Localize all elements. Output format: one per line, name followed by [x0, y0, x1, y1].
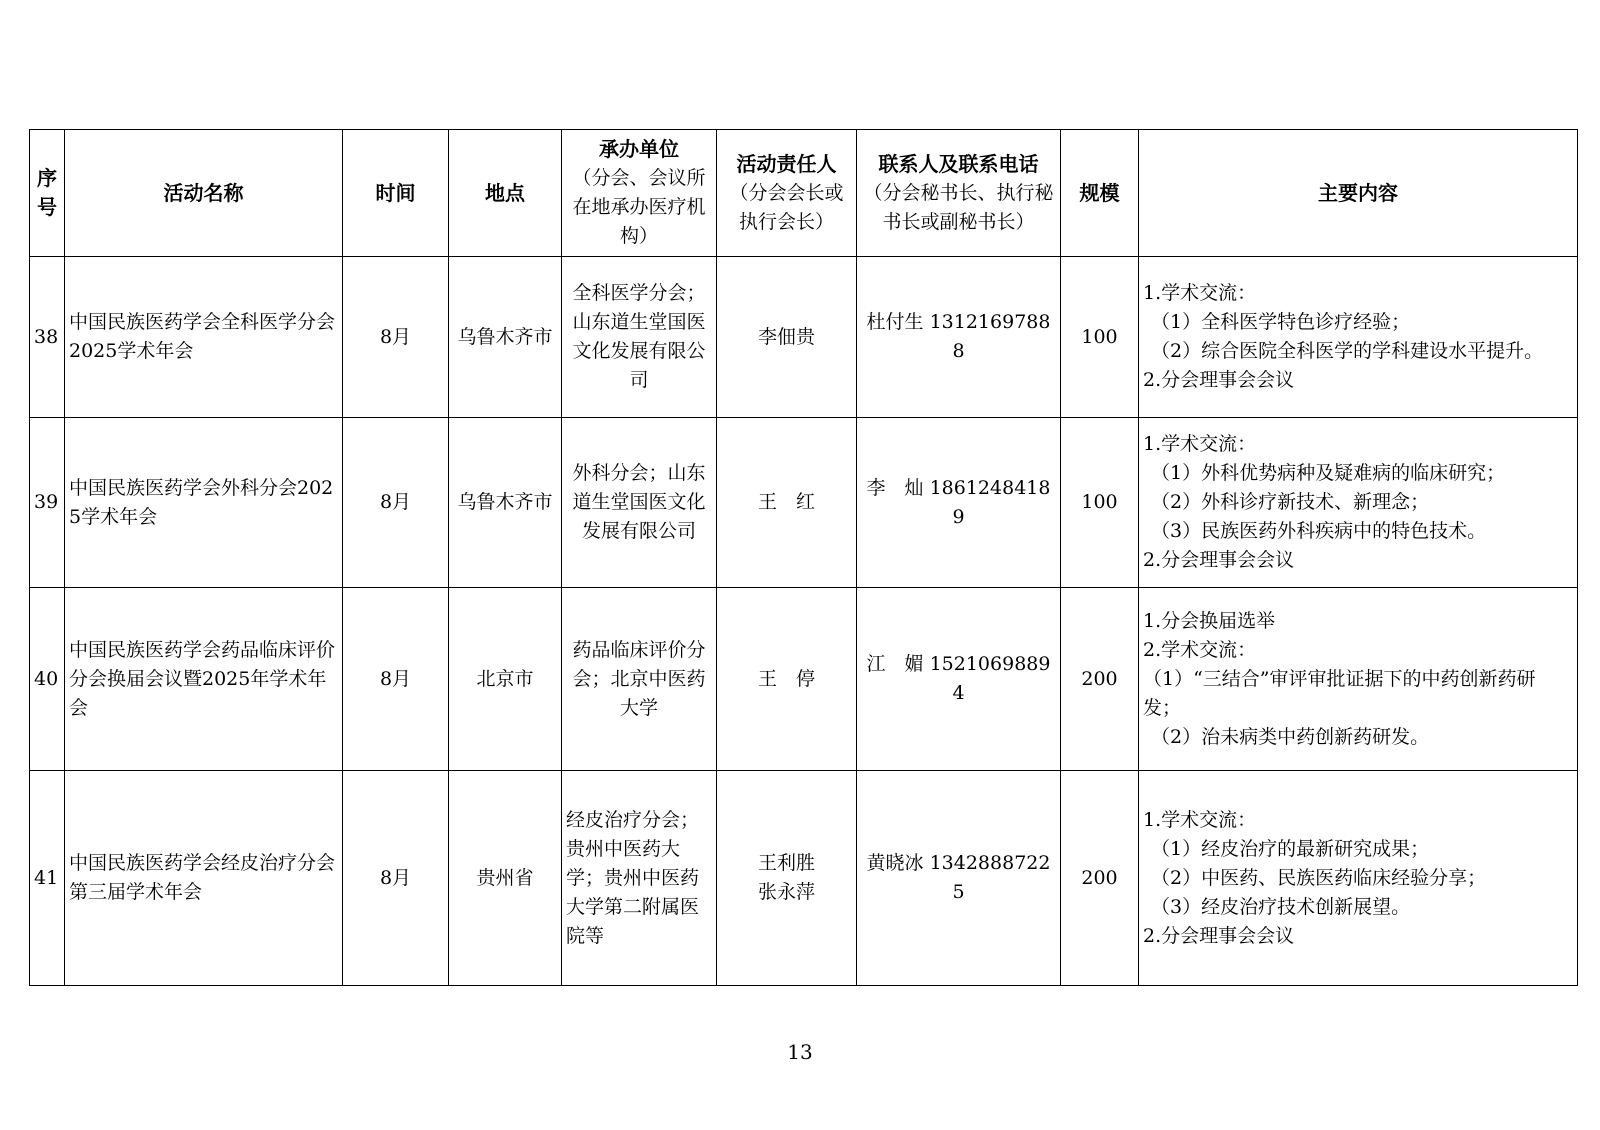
row-name: 中国民族医药学会全科医学分会2025学术年会	[65, 257, 343, 418]
header-place: 地点	[449, 130, 562, 257]
row-contact: 李 灿 18612484189	[857, 418, 1061, 588]
header-leader	[717, 130, 857, 257]
row-time: 8月	[343, 771, 449, 986]
content-line: （3）民族医药外科疾病中的特色技术。	[1151, 520, 1487, 542]
table-row	[30, 418, 1578, 588]
row-name: 中国民族医药学会外科分会2025学术年会	[65, 418, 343, 588]
row-leader: 李佃贵	[717, 257, 857, 418]
row-organizer: 外科分会；山东道生堂国医文化发展有限公司	[562, 418, 717, 588]
header-time: 时间	[343, 130, 449, 257]
content-line: （2）中医药、民族医药临床经验分享；	[1151, 866, 1487, 889]
content-line: 1.学术交流：	[1143, 282, 1257, 304]
header-organizer-title: 承办单位	[599, 137, 679, 161]
row-scale: 100	[1061, 418, 1139, 588]
content-line: 2.分会理事会会议	[1143, 369, 1295, 391]
row-seq: 39	[30, 418, 65, 588]
header-organizer	[562, 130, 717, 257]
row-content	[1139, 771, 1578, 986]
row-leader: 王 停	[717, 588, 857, 771]
row-place: 乌鲁木齐市	[449, 257, 562, 418]
row-time: 8月	[343, 418, 449, 588]
table-row	[30, 771, 1578, 986]
content-line: （3）经皮治疗技术创新展望。	[1151, 895, 1411, 918]
content-line: 2.分会理事会会议	[1143, 549, 1295, 571]
content-line: （2）治未病类中药创新药研发。	[1151, 725, 1430, 748]
header-contact-title: 联系人及联系电话	[878, 151, 1039, 176]
table-header-row	[30, 130, 1578, 257]
row-place: 乌鲁木齐市	[449, 418, 562, 588]
header-seq: 序号	[30, 130, 65, 257]
content-line: 2.学术交流：	[1143, 638, 1257, 661]
row-scale: 200	[1061, 771, 1139, 986]
content-line: 1.分会换届选举	[1143, 609, 1276, 632]
row-name: 中国民族医药学会药品临床评价分会换届会议暨2025年学术年会	[65, 588, 343, 771]
row-content	[1139, 588, 1578, 771]
row-seq: 41	[30, 771, 65, 986]
row-contact: 杜付生 13121697888	[857, 257, 1061, 418]
content-line: （1）外科优势病种及疑难病的临床研究；	[1151, 462, 1506, 484]
content-line: （2）综合医院全科医学的学科建设水平提升。	[1151, 340, 1544, 362]
header-leader-sub: （分会会长或执行会长）	[729, 181, 844, 233]
header-contact-sub: （分会秘书长、执行秘书长或副秘书长）	[863, 181, 1054, 233]
header-content: 主要内容	[1139, 130, 1578, 257]
row-time: 8月	[343, 257, 449, 418]
row-contact: 黄晓冰 13428887225	[857, 771, 1061, 986]
header-name: 活动名称	[65, 130, 343, 257]
content-line: （1）“三结合”审评审批证据下的中药创新药研发；	[1143, 667, 1536, 719]
page-number: 13	[787, 1040, 813, 1064]
row-seq: 40	[30, 588, 65, 771]
header-leader-title: 活动责任人	[736, 151, 837, 176]
row-place: 北京市	[449, 588, 562, 771]
row-organizer: 药品临床评价分会；北京中医药大学	[562, 588, 717, 771]
row-contact: 江 媚 15210698894	[857, 588, 1061, 771]
content-line: （1）全科医学特色诊疗经验；	[1151, 311, 1411, 333]
content-line: 1.学术交流：	[1143, 433, 1257, 455]
row-scale: 100	[1061, 257, 1139, 418]
row-time: 8月	[343, 588, 449, 771]
content-line: 2.分会理事会会议	[1143, 924, 1295, 947]
row-place: 贵州省	[449, 771, 562, 986]
row-organizer: 经皮治疗分会；贵州中医药大学；贵州中医药大学第二附属医院等	[562, 771, 717, 986]
content-line: （1）经皮治疗的最新研究成果；	[1151, 837, 1430, 860]
row-seq: 38	[30, 257, 65, 418]
row-leader: 王利胜 张永萍	[717, 771, 857, 986]
row-content	[1139, 257, 1578, 418]
header-scale: 规模	[1061, 130, 1139, 257]
activity-table	[29, 129, 1578, 986]
header-contact	[857, 130, 1061, 257]
content-line: （2）外科诊疗新技术、新理念；	[1151, 491, 1430, 513]
row-content	[1139, 418, 1578, 588]
row-organizer: 全科医学分会；山东道生堂国医文化发展有限公司	[562, 257, 717, 418]
row-leader: 王 红	[717, 418, 857, 588]
row-scale: 200	[1061, 588, 1139, 771]
table-row	[30, 257, 1578, 418]
content-line: 1.学术交流：	[1143, 808, 1257, 831]
row-name: 中国民族医药学会经皮治疗分会第三届学术年会	[65, 771, 343, 986]
header-organizer-sub: （分会、会议所在地承办医疗机构）	[572, 167, 706, 247]
table-row	[30, 588, 1578, 771]
